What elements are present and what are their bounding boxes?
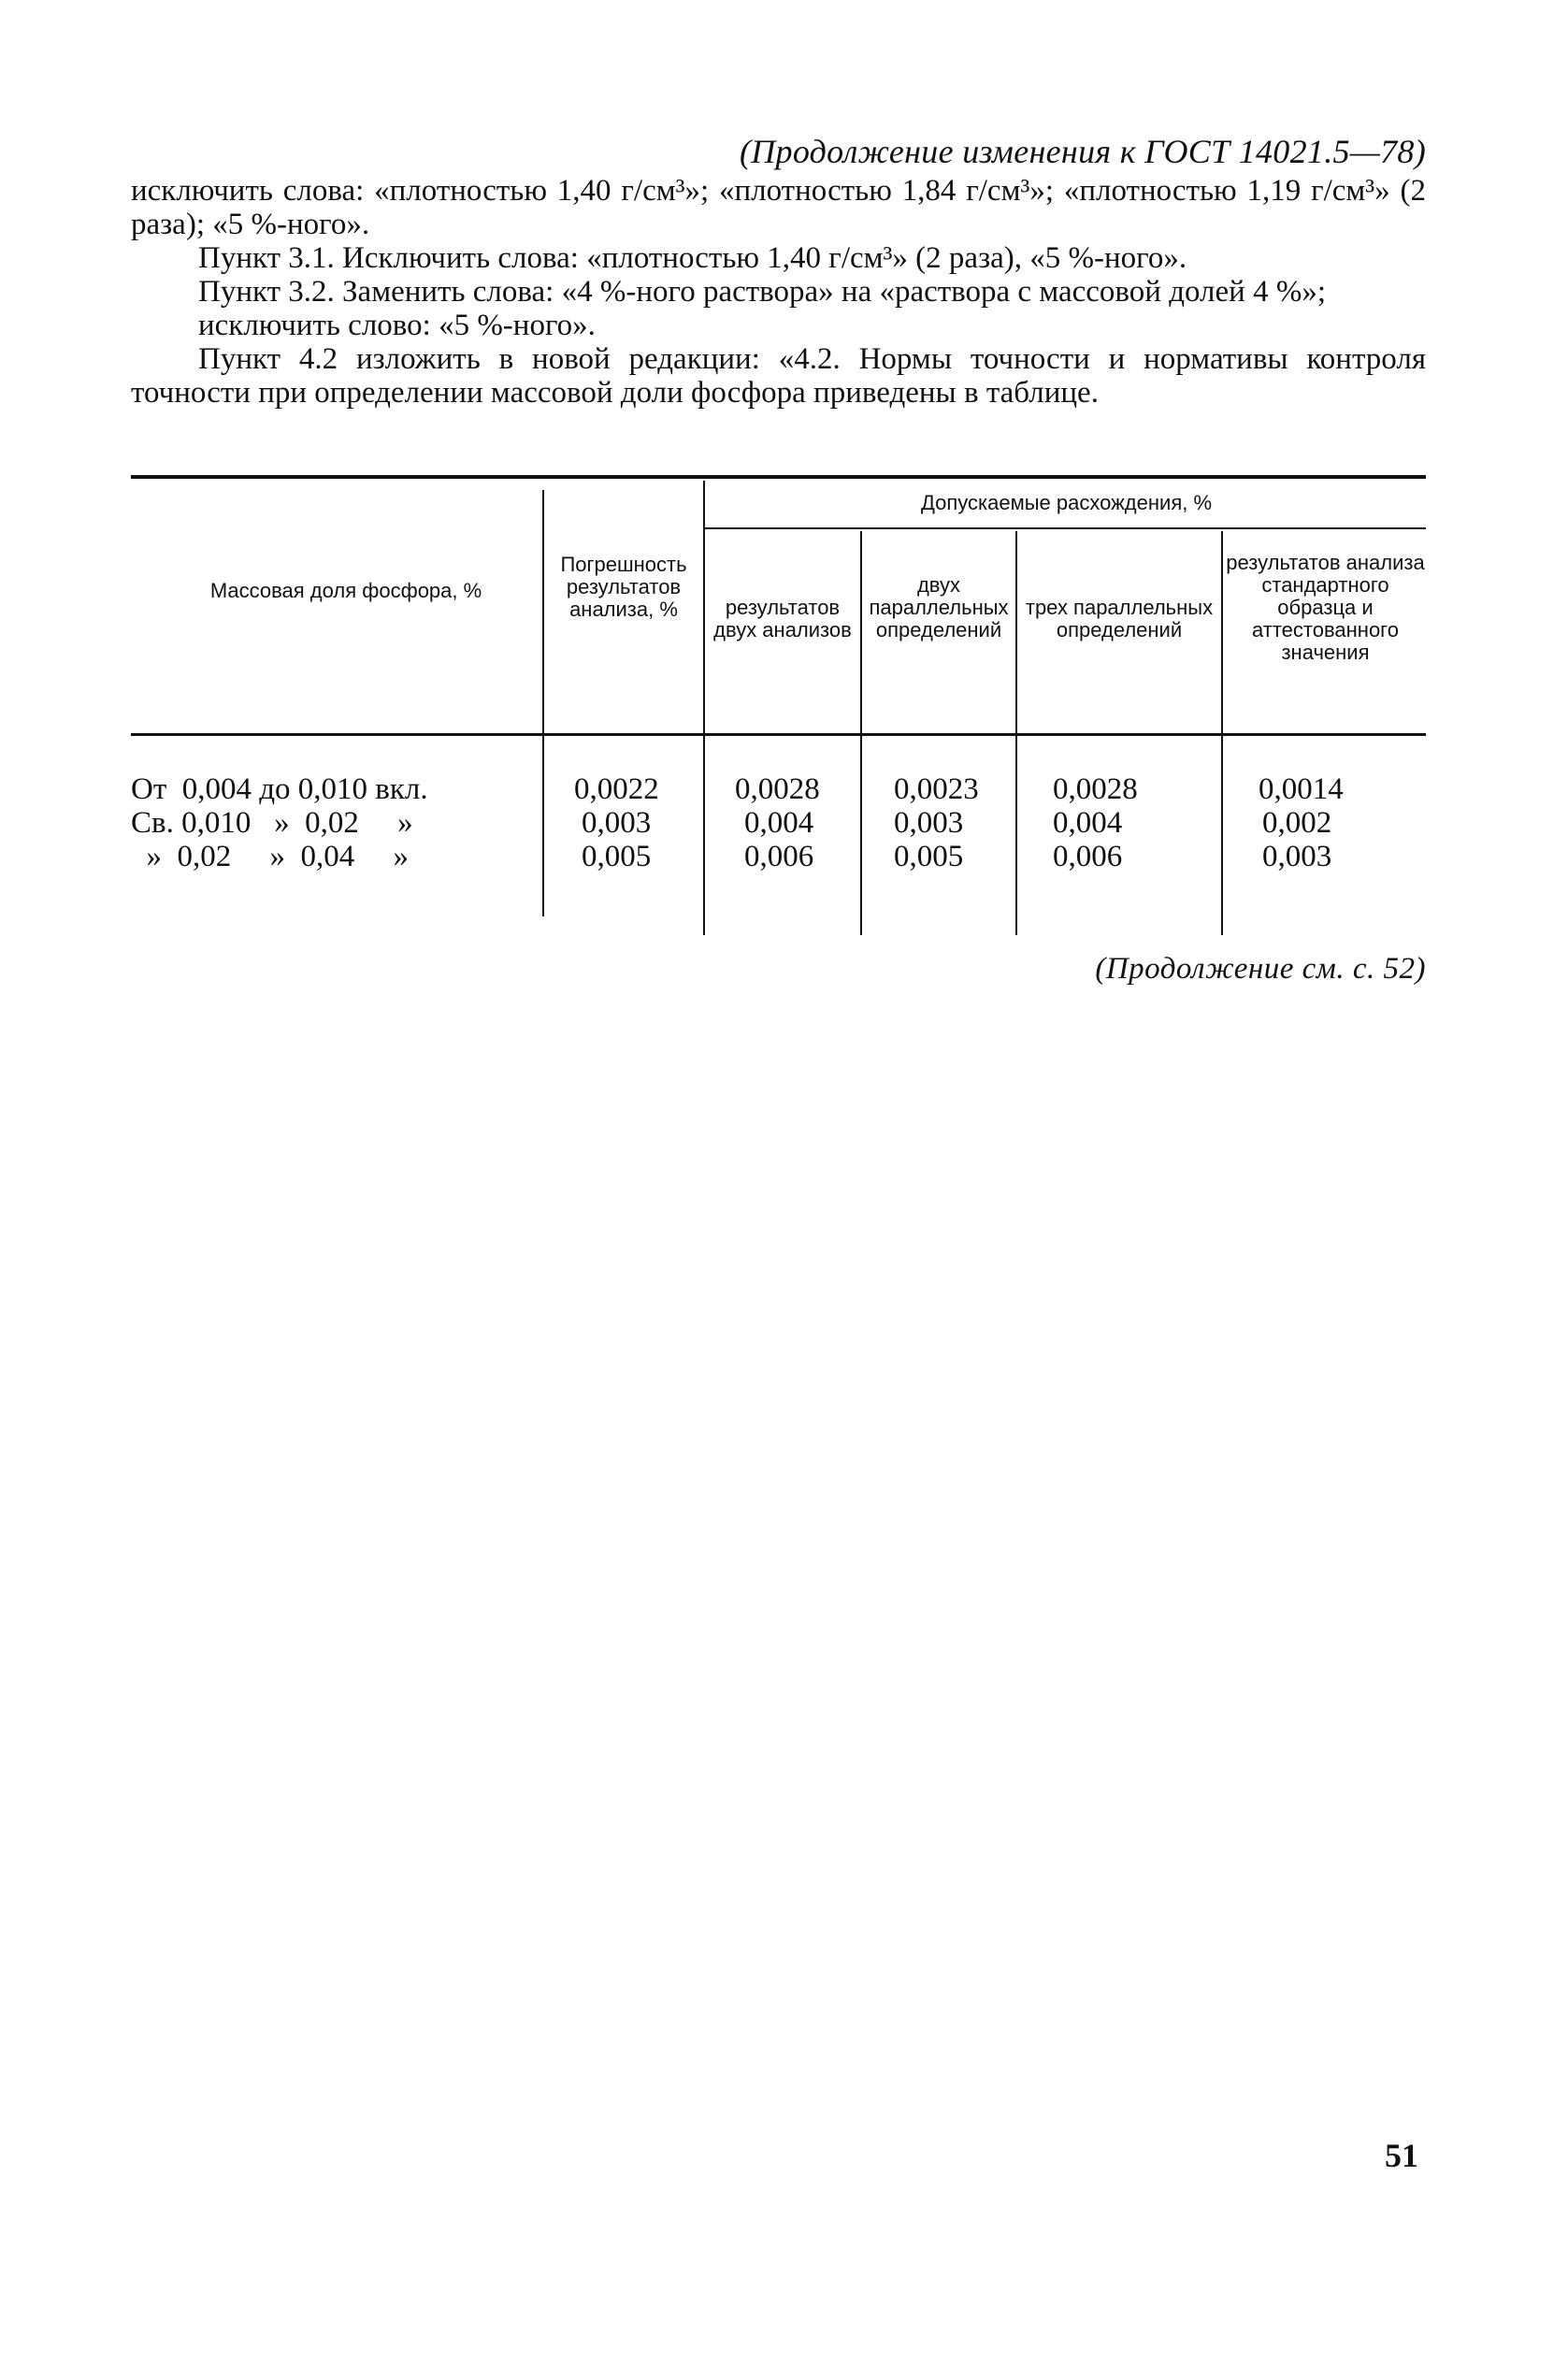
table-cell: 0,003 [582, 806, 652, 840]
paragraph-2: Пункт 3.1. Исключить слова: «плотностью 1,40 г/см³» (2 раза), «5 %-ного». [198, 241, 1187, 275]
page-number: 51 [1385, 2137, 1418, 2174]
table-cell: 0,002 [1262, 806, 1332, 840]
table-cell: 0,0028 [735, 772, 820, 806]
continuation-footer: (Продолжение см. с. 52) [1095, 952, 1426, 986]
paragraph-3: Пункт 3.2. Заменить слова: «4 %-ного раствора» на «раствора с массовой долей 4 %»; [198, 275, 1326, 309]
table-cell: 0,0023 [894, 772, 979, 806]
group-header-rule [703, 527, 1426, 529]
header-standard-sample: результатов анализа стандартного образца и аттестованного значения [1226, 551, 1425, 664]
precision-table [131, 475, 1426, 943]
table-cell: 0,0022 [574, 772, 659, 806]
table-cell: 0,006 [744, 840, 814, 873]
document-page [131, 131, 1426, 410]
table-top-rule [131, 475, 1426, 479]
table-cell: 0,004 [1053, 806, 1123, 840]
paragraph-4: исключить слово: «5 %-ного». [198, 309, 596, 342]
header-mass-fraction: Массовая доля фосфора, % [209, 579, 482, 602]
table-cell: 0,004 [744, 806, 814, 840]
table-vline-2 [703, 481, 705, 935]
table-cell: 0,0014 [1259, 772, 1344, 806]
table-row-label: От 0,004 до 0,010 вкл. [131, 772, 428, 806]
table-vline-1 [542, 490, 544, 916]
header-three-parallel: трех параллельных определений [1025, 596, 1214, 641]
table-header-rule [131, 733, 1426, 736]
table-cell: 0,006 [1053, 840, 1123, 873]
table-cell: 0,005 [894, 840, 964, 873]
header-two-analyses: результатов двух анализов [713, 596, 852, 641]
paragraph-5: Пункт 4.2 изложить в новой редакции: «4.2. Нормы точности и нормативы контроля точности при определении массовой доли фосфора приведены в таблице. [131, 342, 1426, 410]
table-cell: 0,003 [1262, 840, 1332, 873]
table-cell: 0,0028 [1053, 772, 1138, 806]
continuation-header: (Продолжение изменения к ГОСТ 14021.5—78) [739, 133, 1426, 170]
header-allowed-differences: Допускаемые расхождения, % [920, 491, 1213, 514]
table-row-label: » 0,02 » 0,04 » [131, 840, 409, 873]
table-row-label: Св. 0,010 » 0,02 » [131, 806, 413, 840]
header-two-parallel: двух параллельных определений [869, 573, 1009, 641]
table-cell: 0,003 [894, 806, 964, 840]
table-cell: 0,005 [582, 840, 652, 873]
header-error: Погрешность результатов анализа, % [560, 553, 687, 621]
paragraph-1: исключить слова: «плотностью 1,40 г/см³»; «плотностью 1,84 г/см³»; «плотностью 1,19 г/см³» (2 раза); «5 %-ного». [131, 174, 1426, 241]
